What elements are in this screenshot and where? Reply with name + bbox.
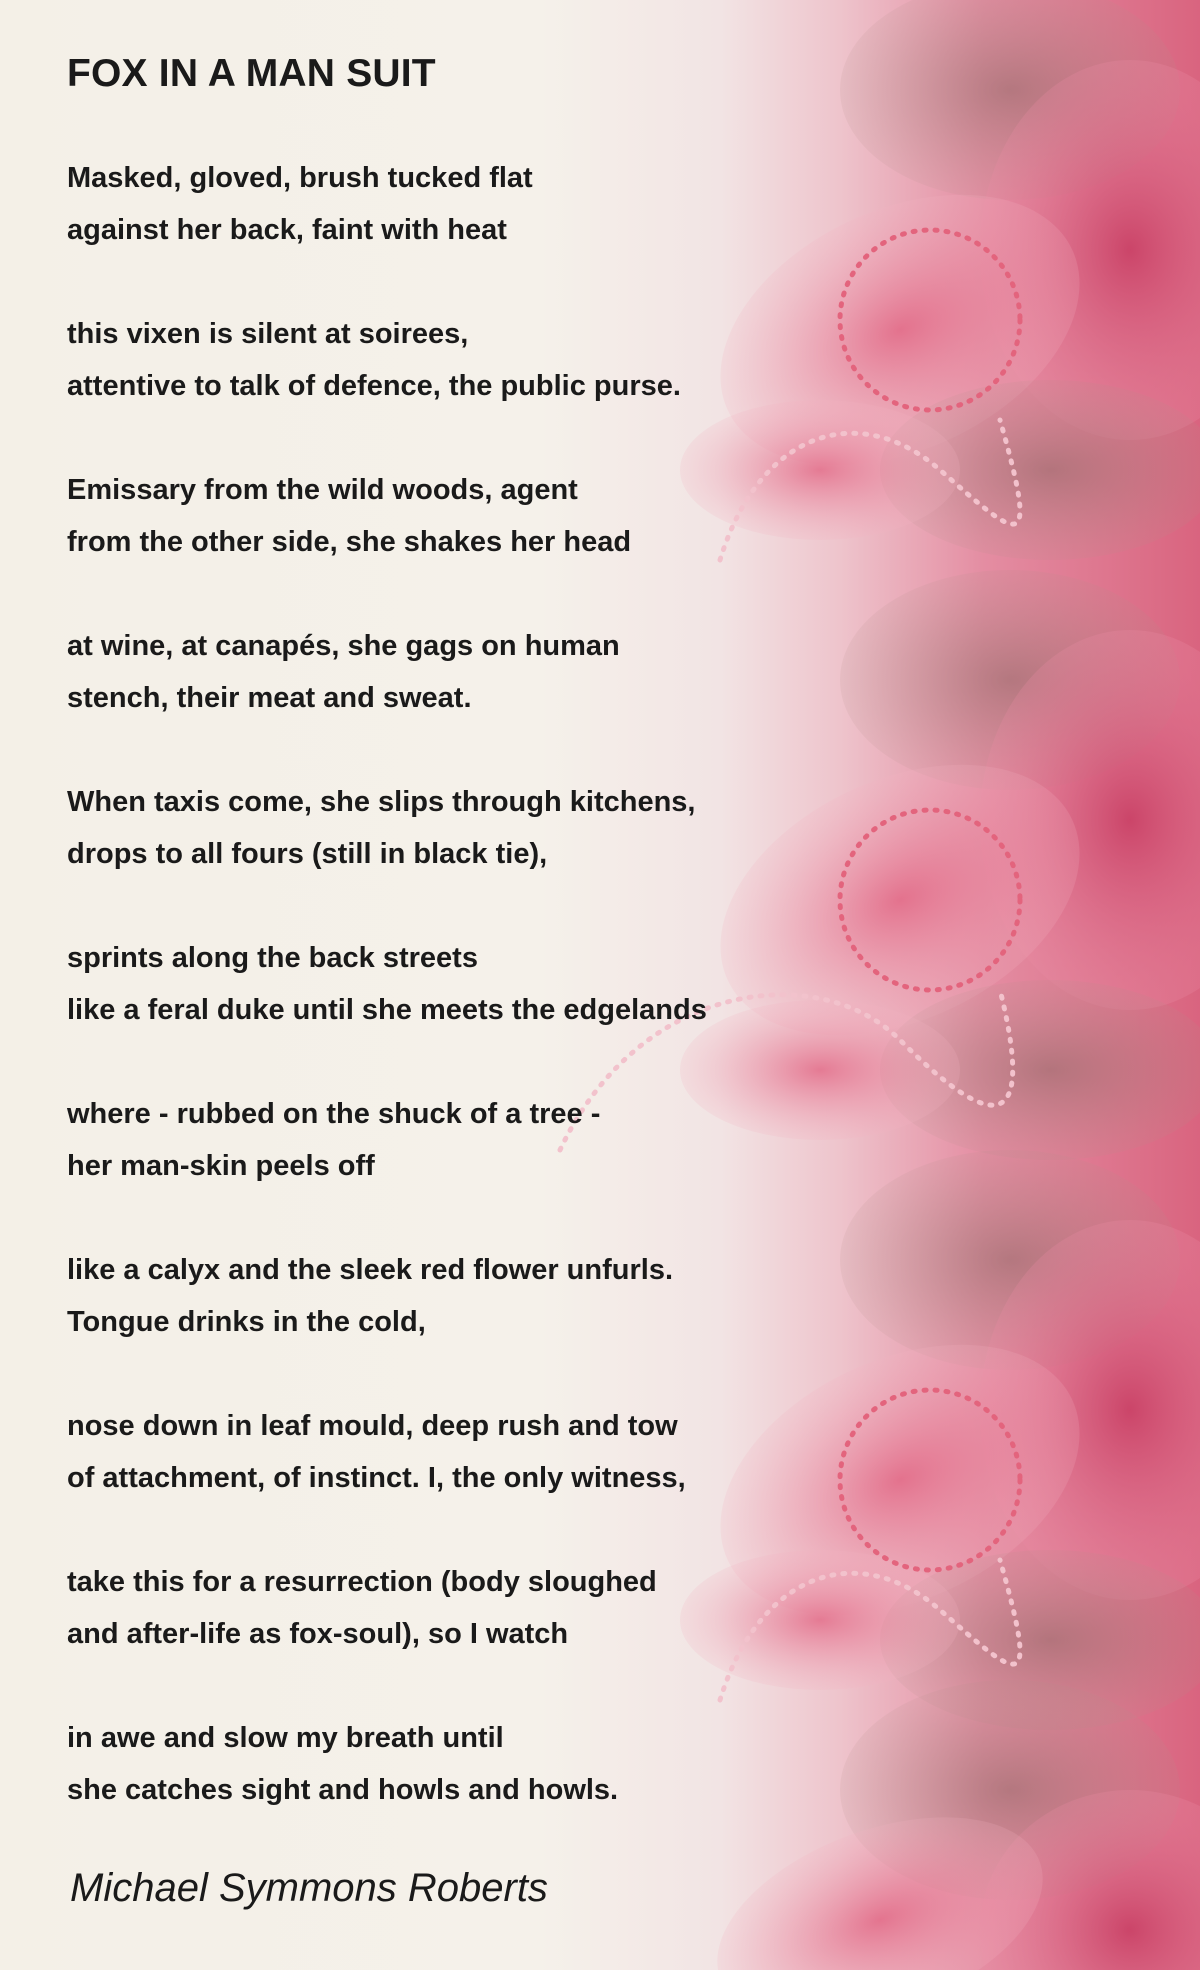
poem-line: drops to all fours (still in black tie), bbox=[67, 838, 548, 870]
poem-line: When taxis come, she slips through kitchens, bbox=[67, 786, 696, 818]
poem-title: FOX IN A MAN SUIT bbox=[67, 52, 436, 95]
stanza bbox=[67, 1088, 827, 1192]
poem-line: sprints along the back streets bbox=[67, 942, 478, 974]
poem-line: of attachment, of instinct. I, the only witness, bbox=[67, 1462, 686, 1494]
poem-line: stench, their meat and sweat. bbox=[67, 682, 472, 714]
stanza bbox=[67, 1244, 827, 1348]
poem-line: this vixen is silent at soirees, bbox=[67, 318, 469, 350]
stanza bbox=[67, 620, 827, 724]
stanza bbox=[67, 464, 827, 568]
poem-line: in awe and slow my breath until bbox=[67, 1722, 504, 1754]
poem-line: like a calyx and the sleek red flower unfurls. bbox=[67, 1254, 674, 1286]
poem-line: like a feral duke until she meets the edgelands bbox=[67, 994, 707, 1026]
stanza bbox=[67, 308, 827, 412]
poem-line: Tongue drinks in the cold, bbox=[67, 1306, 426, 1338]
stanza bbox=[67, 152, 827, 256]
poem-line: her man-skin peels off bbox=[67, 1150, 375, 1182]
poem-line: from the other side, she shakes her head bbox=[67, 526, 632, 558]
poem-author: Michael Symmons Roberts bbox=[70, 1866, 548, 1910]
poem-line: Emissary from the wild woods, agent bbox=[67, 474, 578, 506]
poem-line: she catches sight and howls and howls. bbox=[67, 1774, 619, 1806]
poem-line: Masked, gloved, brush tucked flat bbox=[67, 162, 533, 194]
poem-line: at wine, at canapés, she gags on human bbox=[67, 630, 620, 662]
poem-line: take this for a resurrection (body sloughed bbox=[67, 1566, 657, 1598]
stanza bbox=[67, 1400, 827, 1504]
stanza bbox=[67, 1556, 827, 1660]
stanza bbox=[67, 776, 827, 880]
stanza bbox=[67, 932, 827, 1036]
poem-line: attentive to talk of defence, the public purse. bbox=[67, 370, 681, 402]
poem-line: against her back, faint with heat bbox=[67, 214, 507, 246]
stanza bbox=[67, 1712, 827, 1816]
poem-line: nose down in leaf mould, deep rush and tow bbox=[67, 1410, 678, 1442]
poem-line: and after-life as fox-soul), so I watch bbox=[67, 1618, 569, 1650]
poem-line: where - rubbed on the shuck of a tree - bbox=[67, 1098, 601, 1130]
